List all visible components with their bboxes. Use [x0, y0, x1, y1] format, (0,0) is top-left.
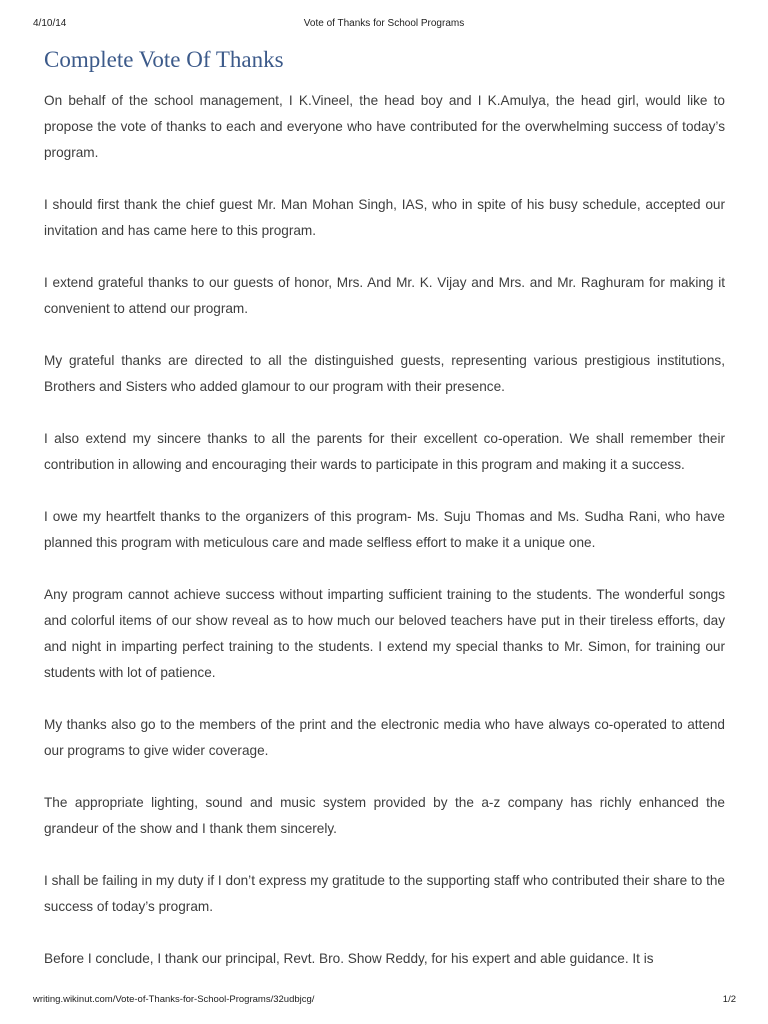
paragraph: My thanks also go to the members of the print and the electronic media who have always co-operated to attend our programs to give wider coverage. — [44, 717, 725, 758]
print-footer — [0, 994, 768, 1008]
paragraph: I should first thank the chief guest Mr. Man Mohan Singh, IAS, who in spite of his busy schedule, accepted our invitation and has came here to this program. — [44, 197, 725, 238]
paragraph: Any program cannot achieve success without imparting sufficient training to the students. The wonderful songs and colorful items of our show reveal as to how much our beloved teachers have put in their tireless efforts, day and night in imparting perfect training to the students. I extend my special thanks to Mr. Simon, for training our students with lot of patience. — [44, 587, 725, 680]
paragraph: Before I conclude, I thank our principal, Revt. Bro. Show Reddy, for his expert and able guidance. It is — [44, 951, 654, 966]
paragraph: My grateful thanks are directed to all the distinguished guests, representing various prestigious institutions, Brothers and Sisters who added glamour to our program with their presence. — [44, 353, 725, 394]
paragraph: I owe my heartfelt thanks to the organizers of this program- Ms. Suju Thomas and Ms. Sudha Rani, who have planned this program with meticulous care and made selfless effort to make it a unique one. — [44, 509, 725, 550]
article-title: Complete Vote Of Thanks — [44, 47, 284, 72]
print-page-title: Vote of Thanks for School Programs — [303, 18, 465, 29]
paragraph: I also extend my sincere thanks to all the parents for their excellent co-operation. We shall remember their contribution in allowing and encouraging their wards to participate in this program and making it a success. — [44, 431, 725, 472]
paragraph: I extend grateful thanks to our guests of honor, Mrs. And Mr. K. Vijay and Mrs. and Mr. Raghuram for making it convenient to attend our program. — [44, 275, 725, 316]
print-date: 4/10/14 — [33, 18, 67, 29]
paragraph: The appropriate lighting, sound and music system provided by the a-z company has richly enhanced the grandeur of the show and I thank them sincerely. — [44, 795, 725, 836]
print-header — [0, 18, 768, 32]
page-url: writing.wikinut.com/Vote-of-Thanks-for-School-Programs/32udbjcg/ — [33, 994, 315, 1005]
paragraph: I shall be failing in my duty if I don’t express my gratitude to the supporting staff who contributed their share to the success of today’s program. — [44, 873, 725, 914]
page-number: 1/2 — [722, 994, 736, 1005]
paragraph: On behalf of the school management, I K.Vineel, the head boy and I K.Amulya, the head girl, would like to propose the vote of thanks to each and everyone who have contributed for the overwhelming success of today’s program. — [44, 93, 725, 160]
article-body — [44, 88, 725, 998]
